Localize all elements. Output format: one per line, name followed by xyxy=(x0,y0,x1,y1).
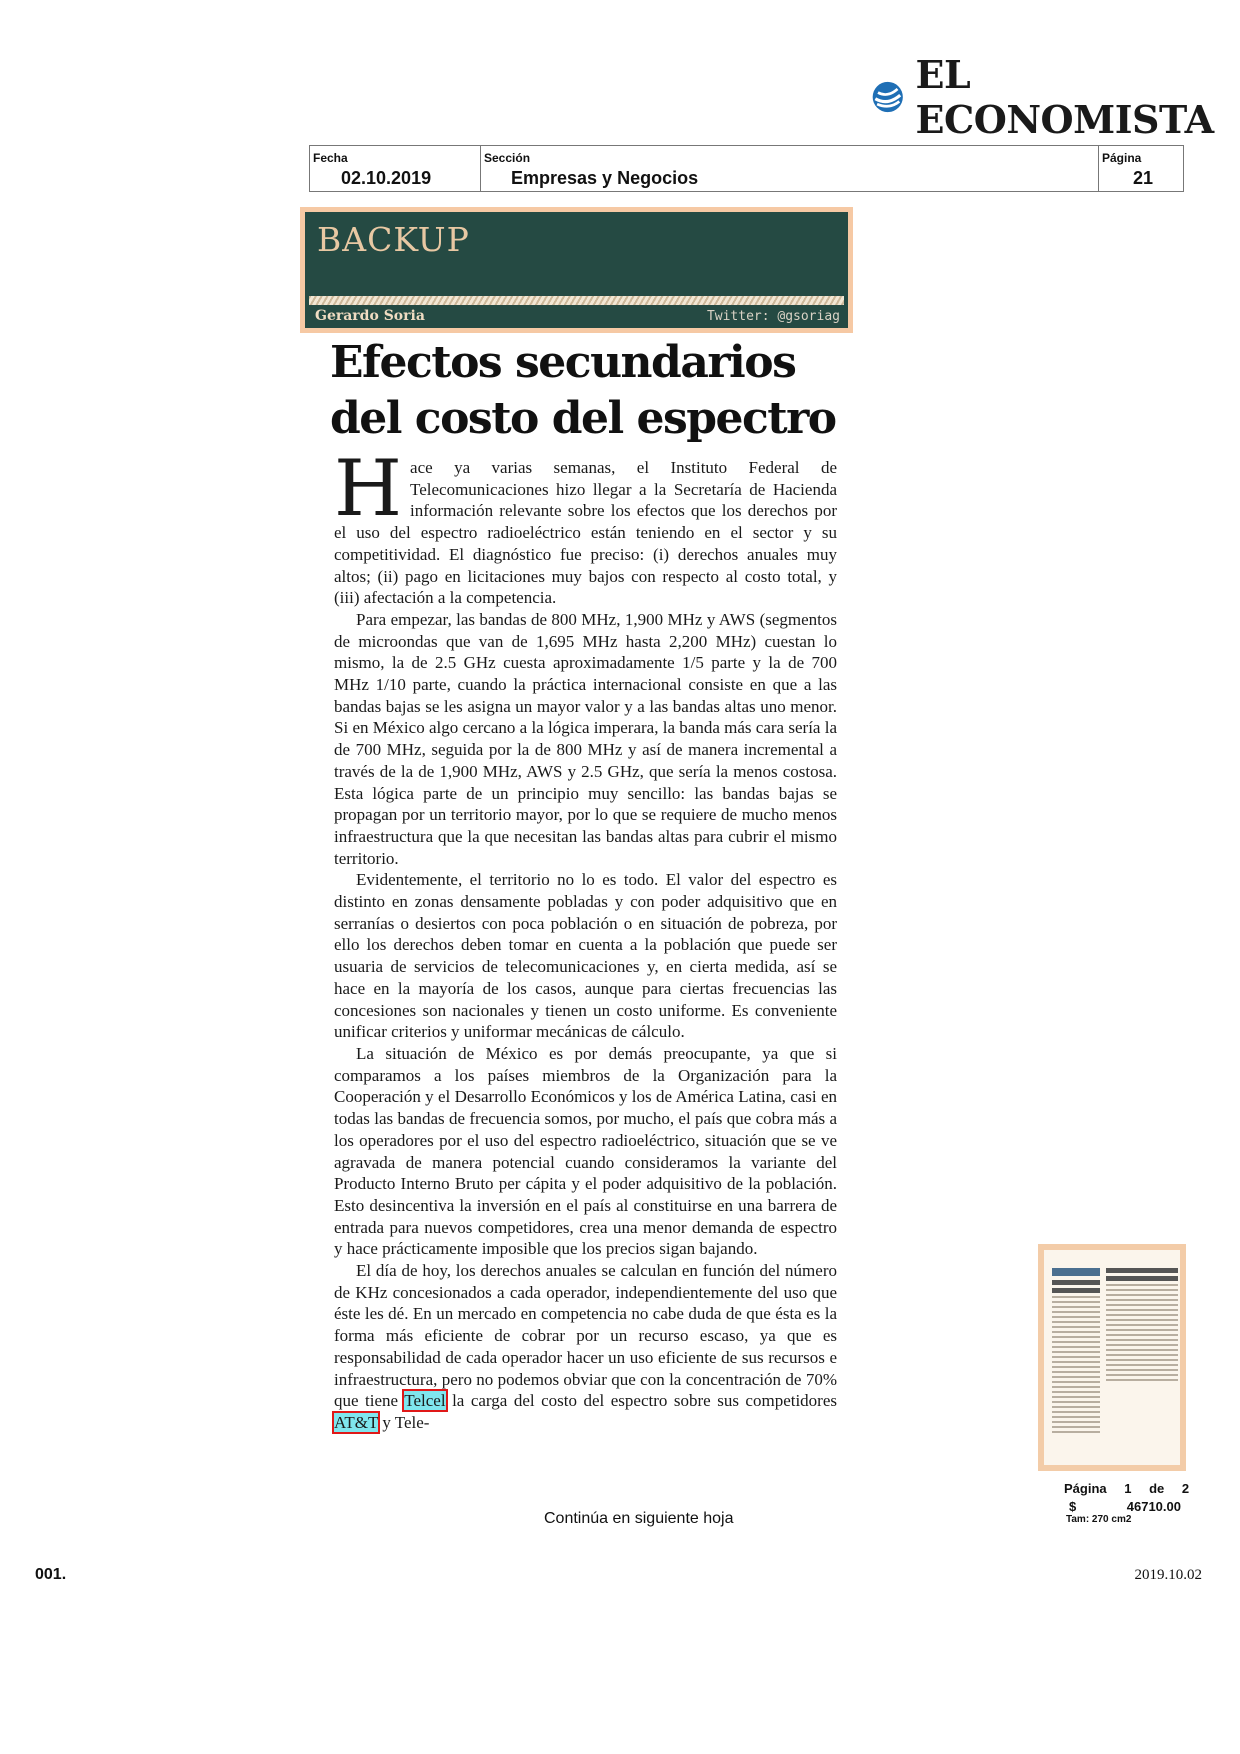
highlight-telcel: Telcel xyxy=(404,1391,446,1411)
pagination-total: 2 xyxy=(1181,1481,1190,1496)
fecha-cell xyxy=(310,146,481,191)
thumbnail-column-right xyxy=(1106,1268,1178,1458)
pagina-label: Página xyxy=(1102,151,1142,165)
pagination-info xyxy=(1064,1481,1203,1496)
metadata-table xyxy=(309,145,1184,192)
thumbnail-page xyxy=(1044,1250,1180,1465)
currency-symbol: $ xyxy=(1069,1499,1077,1514)
pagina-value: 21 xyxy=(1132,168,1153,188)
pagination-label: Página xyxy=(1064,1481,1107,1496)
fecha-value: 02.10.2019 xyxy=(341,168,432,188)
author-name: Gerardo Soria xyxy=(315,308,425,324)
column-banner xyxy=(300,207,853,333)
value-amount: 46710.00 xyxy=(1126,1499,1181,1514)
document-id: 001. xyxy=(35,1566,67,1583)
document-date: 2019.10.02 xyxy=(1134,1567,1202,1583)
paragraph-1-text: ace ya varias semanas, el Instituto Federal de Telecomunicaciones hizo llegar a la Secretaría de Hacienda información relevante sobre los efectos que los derechos por el uso del espectro radioeléctrico están teniendo en el sector y su competitividad. El diagnóstico fue preciso: (i) derechos anuales muy altos; (ii) pago en licitaciones muy bajos con respecto al costo total, y (iii) afectación a la competencia. xyxy=(334,458,837,608)
fecha-label: Fecha xyxy=(313,151,348,165)
continued-note: Continúa en siguiente hoja xyxy=(544,1510,734,1527)
logo-text: EL ECONOMISTA xyxy=(915,52,1214,142)
author-twitter: Twitter: @gsoriag xyxy=(706,309,840,324)
headline-line-2: del costo del espectro xyxy=(330,393,836,444)
article-body xyxy=(334,444,838,1434)
seccion-cell xyxy=(481,146,1099,191)
pagina-cell xyxy=(1099,146,1183,191)
banner-panel xyxy=(305,212,848,328)
drop-cap: H xyxy=(334,444,403,534)
paragraph-5 xyxy=(334,1260,837,1434)
advertising-value xyxy=(1063,1499,1181,1514)
swirl-logo-icon xyxy=(870,77,906,117)
article-size: Tam: 270 cm2 xyxy=(1066,1514,1132,1525)
paragraph-5-text-b: la carga del costo del espectro sobre sus competidores xyxy=(452,1391,838,1411)
paragraph-2: Para empezar, las bandas de 800 MHz, 1,900 MHz y AWS (segmentos de microondas que van de 1,695 MHz hasta 2,200 MHz) cuestan lo mismo, la de 2.5 GHz cuesta aproximadamente 1/5 parte y la de 700 MHz 1/10 parte, cuando la práctica internacional consiste en que a las bandas bajas se les asigna un mayor valor y a las bandas altas uno menor. Si en México algo cercano a la lógica imperara, la banda más cara sería la de 700 MHz, seguida por la de 800 MHz y así de manera incremental a través de la de 1,900 MHz, AWS y 2.5 GHz, que sería la menos costosa. Esta lógica parte de un principio muy sencillo: las bandas bajas se propagan por un territorio mayor, por lo que se requiere de mucho menos infraestructura que la que necesitan las bandas altas para cubrir el mismo territorio. xyxy=(334,609,837,868)
paragraph-5-text-c: y Tele- xyxy=(382,1412,430,1432)
paragraph-5-text-a: El día de hoy, los derechos anuales se calculan en función del número de KHz concesionados a cada operador, independientemente del uso que éste les dé. En un mercado en competencia no cabe duda de que ésta es la forma más eficiente de cobrar por un recurso escaso, ya que es responsabilidad de cada operador hacer un uso eficiente de sus recursos e infraestructura, pero no podemos obviar que con la concentración de 70% que tiene xyxy=(334,1261,837,1411)
decorative-rule xyxy=(309,296,844,305)
article-headline xyxy=(330,335,850,447)
thumbnail-column-left xyxy=(1052,1268,1100,1458)
paragraph-4: La situación de México es por demás preocupante, ya que si comparamos a los países miembros de la Organización para la Cooperación y el Desarrollo Económicos y los de América Latina, casi en todas las bandas de frecuencia somos, por mucho, el país que cobra más a los operadores por el uso del espectro radioeléctrico, situación que se ve agravada de manera potencial cuando consideramos la variante del Producto Interno Bruto per cápita y el poder adquisitivo de la población. Esto desincentiva la inversión en el país al constituirse en una barrera de entrada para nuevos competidores, crea una menor demanda de espectro y hace prácticamente imposible que los precios sigan bajando. xyxy=(334,1043,837,1259)
el-economista-logo xyxy=(870,52,1240,142)
headline-line-1: Efectos secundarios xyxy=(330,337,796,388)
pagination-current: 1 xyxy=(1124,1481,1132,1496)
pagination-de: de xyxy=(1149,1481,1165,1496)
seccion-label: Sección xyxy=(484,151,531,165)
highlight-att: AT&T xyxy=(334,1412,379,1432)
page-thumbnail[interactable] xyxy=(1038,1244,1186,1471)
column-title: BACKUP xyxy=(317,220,470,259)
seccion-value: Empresas y Negocios xyxy=(511,168,699,188)
paragraph-3: Evidentemente, el territorio no lo es todo. El valor del espectro es distinto en zonas densamente pobladas y con poder adquisitivo que en serranías o desiertos con poca población o en situación de pobreza, por ello los derechos deben tomar en cuenta a la población que puede ser usuaria de servicios de telecomunicaciones y, en cierta medida, así se hace en la mayoría de los casos, aunque para ciertas frecuencias las concesiones son nacionales y tienen un costo uniforme. Es conveniente unificar criterios y uniformar mecánicas de cálculo. xyxy=(334,870,837,1042)
paragraph-1 xyxy=(334,444,837,609)
